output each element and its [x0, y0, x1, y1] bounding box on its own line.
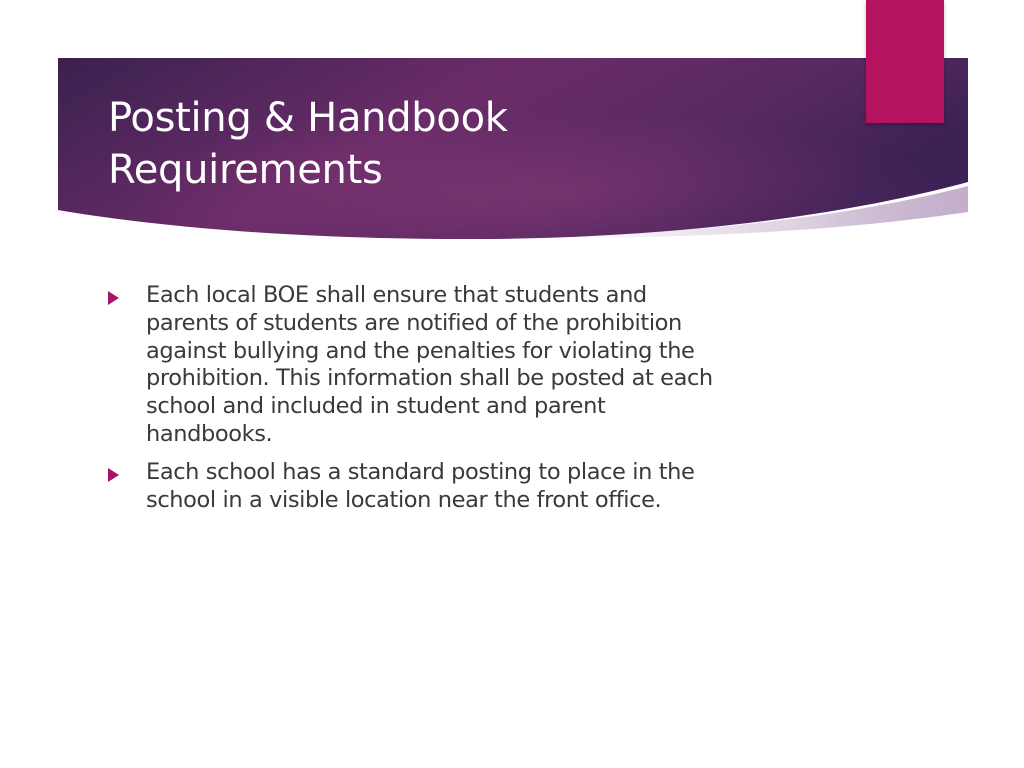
bullet-text-line: school and included in student and parent — [146, 393, 606, 420]
slide-title-line: Requirements — [108, 147, 383, 193]
bullet-text-line: handbooks. — [146, 420, 273, 447]
bullet-text-line: school in a visible location near the front office. — [146, 486, 662, 513]
bullet-text-line: Each school has a standard posting to place in the — [146, 458, 695, 485]
bullet-text-line: prohibition. This information shall be posted at each — [146, 365, 713, 392]
triangle-right-icon — [108, 468, 119, 482]
bullet-text-line: against bullying and the penalties for violating the — [146, 337, 695, 364]
bullet-text-line: parents of students are notified of the prohibition — [146, 309, 682, 336]
bullet-item — [108, 282, 808, 449]
bullet-item — [108, 459, 808, 515]
slide-title-line: Posting & Handbook — [108, 95, 508, 141]
triangle-right-icon — [108, 291, 119, 305]
bullet-list — [108, 282, 808, 524]
accent-tab — [866, 0, 944, 123]
bullet-text-line: Each local BOE shall ensure that students and — [146, 282, 647, 308]
slide-title — [108, 92, 808, 196]
